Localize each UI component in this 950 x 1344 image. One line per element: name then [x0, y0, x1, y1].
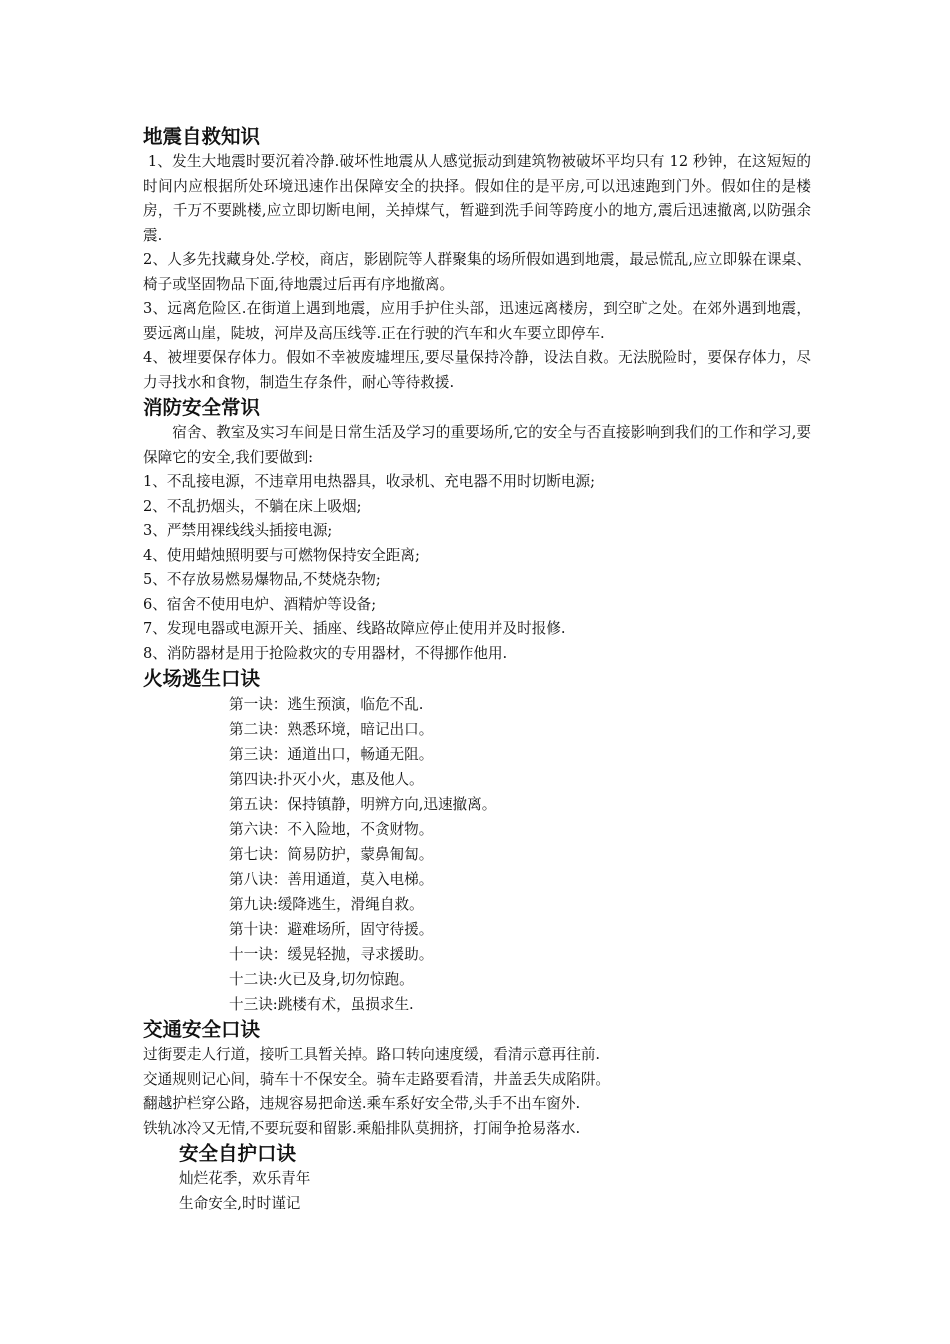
fire-escape-line-7: 第七诀：简易防护，蒙鼻匍匐。	[229, 846, 434, 863]
fire-safety-item-6: 6、宿舍不使用电炉、酒精炉等设备;	[143, 595, 377, 613]
fire-safety-item-2: 2、不乱扔烟头，不躺在床上吸烟;	[143, 497, 362, 515]
fire-escape-line-12: 十二诀:火已及身,切勿惊跑。	[229, 971, 414, 988]
fire-safety-item-8: 8、消防器材是用于抢险救灾的专用器材，不得挪作他用.	[143, 644, 508, 662]
fire-escape-line-1: 第一诀：逃生预演，临危不乱.	[229, 696, 424, 713]
earthquake-paragraph-1: 1、发生大地震时要沉着冷静.破坏性地震从人感觉振动到建筑物被破坏平均只有 12 秒钟，在这短短的时间内应根据所处环境迅速作出保障安全的抉择。假如住的是平房,可以迅速跑到门外。假如住的是楼房，千万不要跳楼,应立即切断电闸，关掉煤气，暂避到洗手间等跨度小的地方,震后迅速撤离,以防强余震.	[143, 153, 811, 244]
section-title-fire-safety: 消防安全常识	[143, 396, 261, 419]
earthquake-paragraph-4: 4、被埋要保存体力。假如不幸被废墟埋压,要尽量保持冷静，设法自救。无法脱险时，要保存体力，尽力寻找水和食物，制造生存条件，耐心等待救援.	[143, 349, 811, 391]
traffic-line-4: 铁轨冰冷又无情,不要玩耍和留影.乘船排队莫拥挤，打闹争抢易落水.	[143, 1119, 581, 1137]
self-protection-block	[143, 1141, 811, 1216]
section-title-self-protection: 安全自护口诀	[179, 1142, 297, 1165]
earthquake-paragraph-3: 3、远离危险区.在街道上遇到地震，应用手护住头部，迅速远离楼房，到空旷之处。在郊外遇到地震，要远离山崖，陡坡，河岸及高压线等.正在行驶的汽车和火车要立即停车.	[143, 300, 811, 342]
section-title-fire-escape: 火场逃生口诀	[143, 667, 261, 690]
fire-escape-line-6: 第六诀：不入险地，不贪财物。	[229, 821, 434, 838]
fire-safety-item-4: 4、使用蜡烛照明要与可燃物保持安全距离;	[143, 546, 420, 564]
fire-escape-line-4: 第四诀:扑灭小火，惠及他人。	[229, 771, 424, 788]
fire-escape-line-2: 第二诀：熟悉环境，暗记出口。	[229, 721, 434, 738]
fire-escape-line-11: 十一诀：缓晃轻抛，寻求援助。	[229, 946, 434, 963]
fire-safety-item-3: 3、严禁用裸线线头插接电源;	[143, 522, 333, 539]
earthquake-paragraph-2: 2、人多先找藏身处.学校，商店，影剧院等人群聚集的场所假如遇到地震，最忌慌乱,应立即躲在课桌、椅子或坚固物品下面,待地震过后再有序地撤离。	[143, 251, 811, 293]
fire-safety-item-1: 1、不乱接电源，不违章用电热器具，收录机、充电器不用时切断电源;	[143, 473, 596, 490]
fire-escape-line-10: 第十诀：避难场所，固守待援。	[229, 921, 434, 938]
section-title-traffic: 交通安全口诀	[143, 1018, 261, 1041]
traffic-line-3: 翻越护栏穿公路，违规容易把命送.乘车系好安全带,头手不出车窗外.	[143, 1095, 581, 1112]
document-body	[143, 124, 811, 1216]
traffic-line-1: 过街要走人行道，接听工具暂关掉。路口转向速度缓，看清示意再往前.	[143, 1046, 601, 1063]
fire-safety-item-7: 7、发现电器或电源开关、插座、线路故障应停止使用并及时报修.	[143, 620, 566, 637]
section-title-earthquake: 地震自救知识	[143, 125, 261, 148]
fire-escape-line-9: 第九诀:缓降逃生，滑绳自救。	[229, 896, 424, 913]
fire-safety-intro: 宿舍、教室及实习车间是日常生活及学习的重要场所,它的安全与否直接影响到我们的工作和学习,要保障它的安全,我们要做到:	[143, 424, 811, 466]
fire-escape-line-13: 十三诀:跳楼有术，虽损求生.	[229, 996, 414, 1013]
fire-escape-line-5: 第五诀：保持镇静，明辨方向,迅速撤离。	[229, 796, 497, 813]
fire-safety-item-5: 5、不存放易燃易爆物品,不焚烧杂物;	[143, 571, 381, 588]
self-protection-line-1: 灿烂花季，欢乐青年	[179, 1170, 311, 1187]
traffic-line-2: 交通规则记心间，骑车十不保安全。骑车走路要看清，井盖丢失成陷阱。	[143, 1070, 611, 1088]
fire-escape-line-8: 第八诀：善用通道，莫入电梯。	[229, 871, 434, 888]
fire-escape-line-3: 第三诀：通道出口，畅通无阻。	[229, 746, 434, 763]
self-protection-line-2: 生命安全,时时谨记	[179, 1194, 301, 1212]
